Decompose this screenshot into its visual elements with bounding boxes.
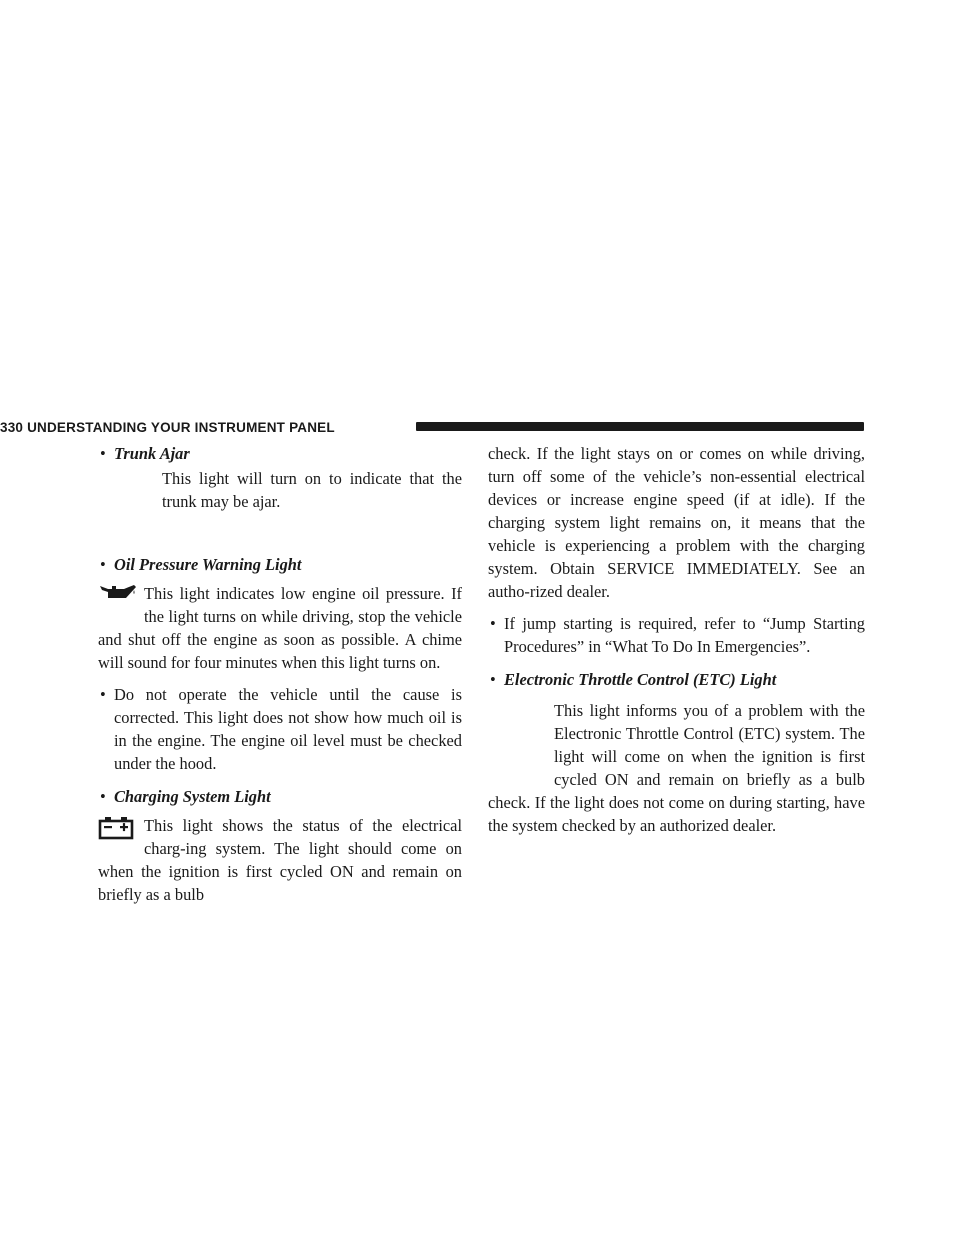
header-rule (416, 422, 864, 431)
right-column (488, 442, 865, 837)
oil-pressure-heading: • Oil Pressure Warning Light (100, 555, 302, 574)
left-column (98, 442, 462, 906)
etc-light-body: This light informs you of a problem with the Electronic Throttle Control (ETC) system. The light will come on when the ignition is first cycled ON and remain on briefly as a bulb check. If the light does not come on during starting, have the system checked by an authorized dealer. (488, 701, 865, 835)
oil-note: • Do not operate the vehicle until the cause is corrected. This light does not show how much oil is in the engine. The engine oil level must be checked under the hood. (100, 685, 462, 773)
etc-light-block (488, 699, 865, 837)
oil-pressure-body: This light indicates low engine oil pressure. If the light turns on while driving, stop the vehicle and shut off the engine as soon as possible. A chime will sound for four minutes when this light turns on. (98, 584, 462, 672)
jump-start-note: • If jump starting is required, refer to “Jump Starting Procedures” in “What To Do In Emergencies”. (490, 614, 865, 656)
trunk-ajar-heading: • Trunk Ajar (100, 444, 190, 463)
etc-light-icon-area (488, 699, 554, 791)
charging-system-continued: check. If the light stays on or comes on while driving, turn off some of the vehicle’s non-essential electrical devices or increase engine speed (if at idle). If the charging system light remains on, it means that the vehicle is experiencing a problem with the charging system. Obtain SERVICE IMMEDIATELY. See an autho-rized dealer. (488, 444, 865, 601)
charging-system-body: This light shows the status of the electrical charg-ing system. The light should come on when the ignition is first cycled ON and remain on briefly as a bulb (98, 816, 462, 904)
page-number-title: 330 UNDERSTANDING YOUR INSTRUMENT PANEL (0, 420, 335, 435)
trunk-ajar-body: This light will turn on to indicate that the trunk may be ajar. (162, 469, 462, 511)
charging-system-block (98, 814, 462, 906)
oil-can-icon (98, 582, 144, 612)
oil-pressure-block (98, 582, 462, 674)
battery-icon (98, 814, 144, 844)
page-header (0, 418, 864, 438)
etc-light-heading: • Electronic Throttle Control (ETC) Light (490, 670, 777, 689)
charging-system-heading: • Charging System Light (100, 787, 271, 806)
